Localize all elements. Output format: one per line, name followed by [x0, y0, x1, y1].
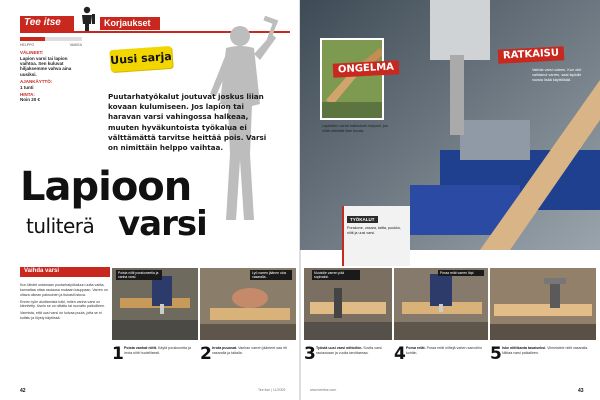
- broken-handle-illustration: [322, 40, 384, 120]
- step-3-bold: Työstä uusi varsi mittoihin.: [316, 346, 363, 350]
- scale-low-label: HELPPO: [20, 43, 35, 47]
- worker-icon: [78, 6, 96, 34]
- solution-label: RATKAISU: [498, 46, 565, 63]
- step-5-number: 5: [490, 344, 502, 364]
- scale-high-label: VAIKEA: [69, 43, 82, 47]
- step-1-bold: Poista vanhat niitit.: [124, 346, 157, 350]
- new-series-badge: Uusi sarja: [109, 46, 172, 72]
- step-3-text: [316, 346, 392, 355]
- step-5-photo: [490, 268, 596, 340]
- step-4-photo: [394, 268, 488, 340]
- tools-box: [342, 206, 410, 266]
- step-2-photo: [200, 268, 296, 340]
- right-page-number: 43: [578, 388, 584, 394]
- cost-heading: HINTA:: [20, 91, 35, 97]
- body-text-column: [20, 283, 108, 323]
- difficulty-infobox: [20, 37, 82, 103]
- difficulty-scale: [20, 37, 82, 41]
- tools-text: Lapion varsi tai lapion vaihtoa. Sen kuluvat hiljaksemme vahva aina uusiksi.: [20, 55, 72, 77]
- cost-text: Noin 20 €: [20, 97, 41, 103]
- body-paragraph: Ennen työn aloittamista tutki, miten vanha varsi on kiinnitetty. Usein se on niitattu tai ruuvattu paikoilleen.: [20, 299, 106, 309]
- step-3-number: 3: [304, 344, 316, 364]
- step-1-photo: [112, 268, 198, 340]
- intro-paragraph: Puutarhatyökalut joutuvat joskus liian kovaan kulumiseen. Jos lapion tai haravan varsi vahingossa halkeaa, muuten hyväkuntoista työkalua ei välttämättä tarvitse heittää pois. Varsi on nimittäin helppo vaihtaa.: [108, 92, 267, 153]
- step-2-number: 2: [200, 344, 212, 364]
- tee-itse-tab: Tee itse: [20, 16, 74, 31]
- left-page-number: 42: [20, 388, 26, 394]
- problem-inset-photo: [320, 38, 384, 120]
- step-3-caption: Muotoile varren pää sopivaksi.: [312, 270, 360, 280]
- right-footer-magazine: www.teeitse.com: [310, 388, 337, 392]
- step-1-number: 1: [112, 344, 124, 364]
- time-text: 1 tunti: [20, 84, 34, 90]
- left-footer-magazine: Tee itse | 11/2009: [258, 388, 286, 392]
- step-2-bold: Irrota puuosat.: [212, 346, 238, 350]
- step-4-caption: Poraa reiät varren läpi.: [438, 270, 484, 276]
- step-1-body: Käytä porakonetta ja irrota niitit huolellisesti.: [124, 346, 191, 355]
- step-4-body: Poraa reiät niittejä varten samoihin kohtiin.: [406, 346, 482, 355]
- body-paragraph: Varmista, että uusi varsi on kuivaa puuta, jotta se ei kutistu ja löysty käytössä.: [20, 311, 102, 321]
- step-2-text: [212, 346, 294, 355]
- step-3-photo: [304, 268, 392, 340]
- step-2-body: Vanhan varren jäänteet saa irti vasaralla ja taltalla.: [212, 346, 287, 355]
- step-5-body: Viimeistele niitit vasaralla.: [547, 346, 589, 350]
- step-4-number: 4: [394, 344, 406, 364]
- step-5-caption: Niittaa varsi paikalleen.: [502, 350, 539, 355]
- section-tab: Korjaukset: [100, 17, 160, 30]
- step-1-text: [124, 346, 198, 355]
- time-heading: AJANKÄYTTÖ:: [20, 79, 53, 85]
- body-paragraph: Kun lähdet ostamaan puutarhatyökaluun uutta vartta, kannattaa ottaa rautaosa mukaan kauppaan. Varren on oltava oikean paksuinen ja tiukasti istuva.: [20, 283, 108, 297]
- tools-box-heading: TYÖKALUT: [347, 216, 378, 223]
- step-5-bold: Iske niittikanta tasaiseksi.: [502, 346, 547, 350]
- step-1-caption: Poista niitit porakoneella ja vanha varsi.: [116, 270, 162, 280]
- headline-main: Lapioon: [20, 164, 192, 210]
- instructions-section-bar: Vaihda varsi: [20, 267, 110, 277]
- tools-box-text: Porakone, vasara, taltta, puukko, niitit ja uusi varsi.: [347, 226, 401, 235]
- headline-light: tuliterä: [26, 214, 95, 238]
- step-3-body: Sovita varsi rautaosaan ja vuolla tarvittaessa.: [316, 346, 382, 355]
- step-4-illustration: [394, 268, 488, 340]
- step-2-caption: Lyö varren jäänne ulos vasaralla.: [250, 270, 292, 280]
- solution-caption: Vaihda varsi uuteen. Kun olet vaihtanut varren, saat lapiolle vuosia lisää käyttöikää.: [532, 68, 582, 82]
- problem-label: ONGELMA: [333, 60, 400, 77]
- step-4-text: [406, 346, 488, 355]
- step-5-illustration: [490, 268, 596, 340]
- tools-heading: VÄLINEET:: [20, 50, 44, 56]
- headline-bold: varsi: [118, 204, 207, 244]
- problem-caption: Lapioiden varret katkeavat helposti, jos niillä vääntää liian kovaa.: [322, 124, 388, 133]
- step-4-bold: Porsa reiät.: [406, 346, 426, 350]
- step-5-text: [502, 346, 594, 355]
